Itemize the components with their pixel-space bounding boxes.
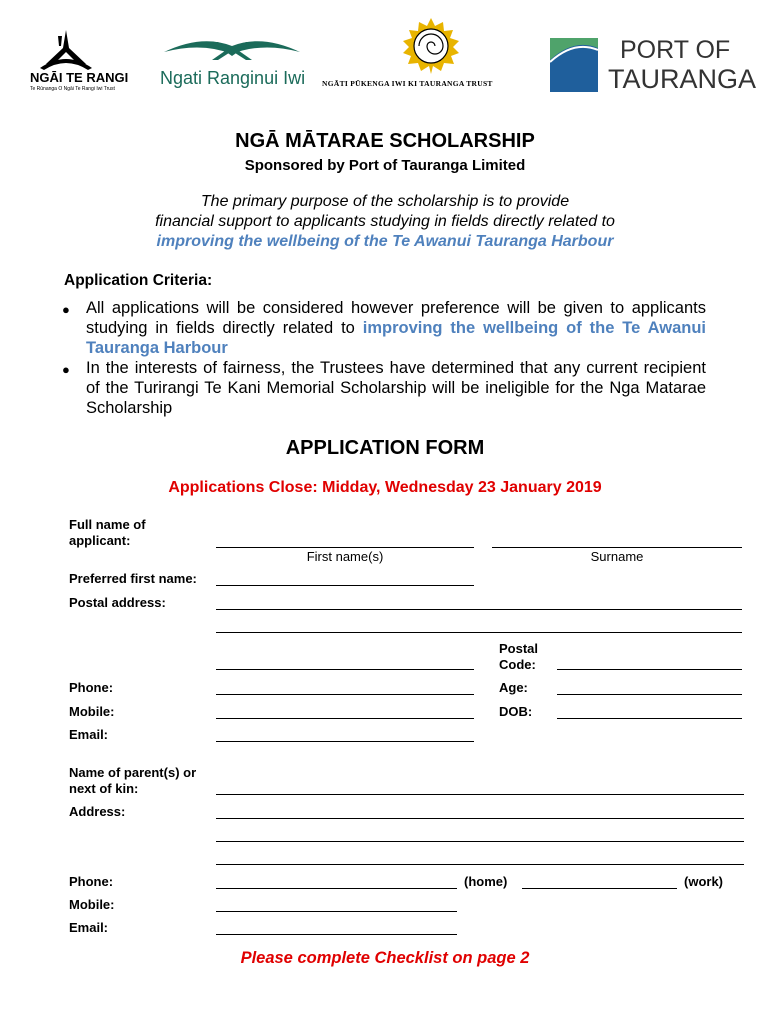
parent-email-field[interactable] xyxy=(216,934,457,935)
ngai-te-rangi-emblem-icon xyxy=(36,28,96,72)
ngati-ranginui-emblem-icon xyxy=(162,34,302,64)
email-field[interactable] xyxy=(216,741,474,742)
postal-code-field[interactable] xyxy=(557,669,742,670)
age-label: Age: xyxy=(499,680,528,695)
preferred-name-label: Preferred first name: xyxy=(69,571,197,586)
parent-phone-home-field[interactable] xyxy=(216,888,457,889)
parent-mobile-field[interactable] xyxy=(216,911,457,912)
first-name-caption: First name(s) xyxy=(306,549,384,564)
parent-phone-work-field[interactable] xyxy=(522,888,677,889)
ngati-pukenga-shell-icon xyxy=(386,16,476,78)
mobile-label: Mobile: xyxy=(69,704,115,719)
postal-address-line-2[interactable] xyxy=(216,632,742,633)
port-of-tauranga-emblem-icon xyxy=(550,38,598,92)
parent-name-label: Name of parent(s) or next of kin: xyxy=(69,765,197,796)
parent-mobile-label: Mobile: xyxy=(69,897,115,912)
criteria-heading: Application Criteria: xyxy=(64,272,213,289)
closing-date: Applications Close: Midday, Wednesday 23 January 2019 xyxy=(168,479,602,496)
postal-address-line-3[interactable] xyxy=(216,669,474,670)
dob-field[interactable] xyxy=(557,718,742,719)
ngati-ranginui-logo xyxy=(160,34,310,94)
ngati-pukenga-name: NGĀTI PŪKENGA IWI KI TAURANGA TRUST xyxy=(322,79,493,88)
ngai-te-rangi-name: NGĀI TE RANGI xyxy=(30,70,129,85)
port-of-tauranga-line1: PORT OF xyxy=(620,36,731,64)
parent-phone-label: Phone: xyxy=(69,874,114,889)
criteria-bullet-1-text: All applications will be considered however preference will be given to applicants studying in fields directly related to xyxy=(86,299,706,337)
postal-address-line-1[interactable] xyxy=(216,609,742,610)
phone-label: Phone: xyxy=(69,680,114,695)
email-label: Email: xyxy=(69,727,109,742)
ngati-ranginui-name: Ngati Ranginui Iwi xyxy=(160,68,306,88)
mobile-field[interactable] xyxy=(216,718,474,719)
ngai-te-rangi-logo xyxy=(30,28,155,100)
postal-address-label: Postal address: xyxy=(69,595,166,610)
parent-address-line-3[interactable] xyxy=(216,864,744,865)
phone-field[interactable] xyxy=(216,694,474,695)
parent-address-line-2[interactable] xyxy=(216,841,744,842)
port-of-tauranga-logo xyxy=(550,36,757,94)
bullet-1-icon: ● xyxy=(62,302,70,317)
home-label: (home) xyxy=(464,874,508,889)
ngai-te-rangi-subtext: Te Rūnanga O Ngāi Te Rangi Iwi Trust xyxy=(30,86,115,92)
purpose-line-3: improving the wellbeing of the Te Awanui Tauranga Harbour xyxy=(156,233,614,250)
bullet-2-icon: ● xyxy=(62,362,70,377)
criteria-bullet-2: In the interests of fairness, the Trustees have determined that any current recipient of the Turirangi Te Kani Memorial Scholarship will be ineligible for the Nga Matarae Scholarship xyxy=(86,359,706,417)
preferred-name-field[interactable] xyxy=(216,585,474,586)
dob-label: DOB: xyxy=(499,704,533,719)
age-field[interactable] xyxy=(557,694,742,695)
criteria-bullet-1 xyxy=(86,298,706,358)
purpose-line-1: The primary purpose of the scholarship is to provide xyxy=(200,193,570,210)
parent-name-field[interactable] xyxy=(216,794,744,795)
surname-field[interactable] xyxy=(492,547,742,548)
parent-address-label: Address: xyxy=(69,804,126,819)
page-subtitle: Sponsored by Port of Tauranga Limited xyxy=(244,157,526,174)
surname-caption: Surname xyxy=(590,549,644,564)
full-name-label: Full name of applicant: xyxy=(69,517,146,548)
criteria-bullet-1-highlight: improving the wellbeing of the Te Awanui Tauranga Harbour xyxy=(86,319,706,357)
parent-email-label: Email: xyxy=(69,920,109,935)
postal-code-label: Postal Code: xyxy=(499,641,539,672)
work-label: (work) xyxy=(684,874,723,889)
form-heading: APPLICATION FORM xyxy=(285,437,485,459)
checklist-note: Please complete Checklist on page 2 xyxy=(240,949,530,967)
ngati-pukenga-logo xyxy=(318,16,553,92)
page-title: NGĀ MĀTARAE SCHOLARSHIP xyxy=(235,130,535,152)
port-of-tauranga-line2: TAURANGA xyxy=(608,64,757,94)
parent-address-line-1[interactable] xyxy=(216,818,744,819)
first-name-field[interactable] xyxy=(216,547,474,548)
purpose-line-2: financial support to applicants studying in fields directly related to xyxy=(155,213,615,230)
